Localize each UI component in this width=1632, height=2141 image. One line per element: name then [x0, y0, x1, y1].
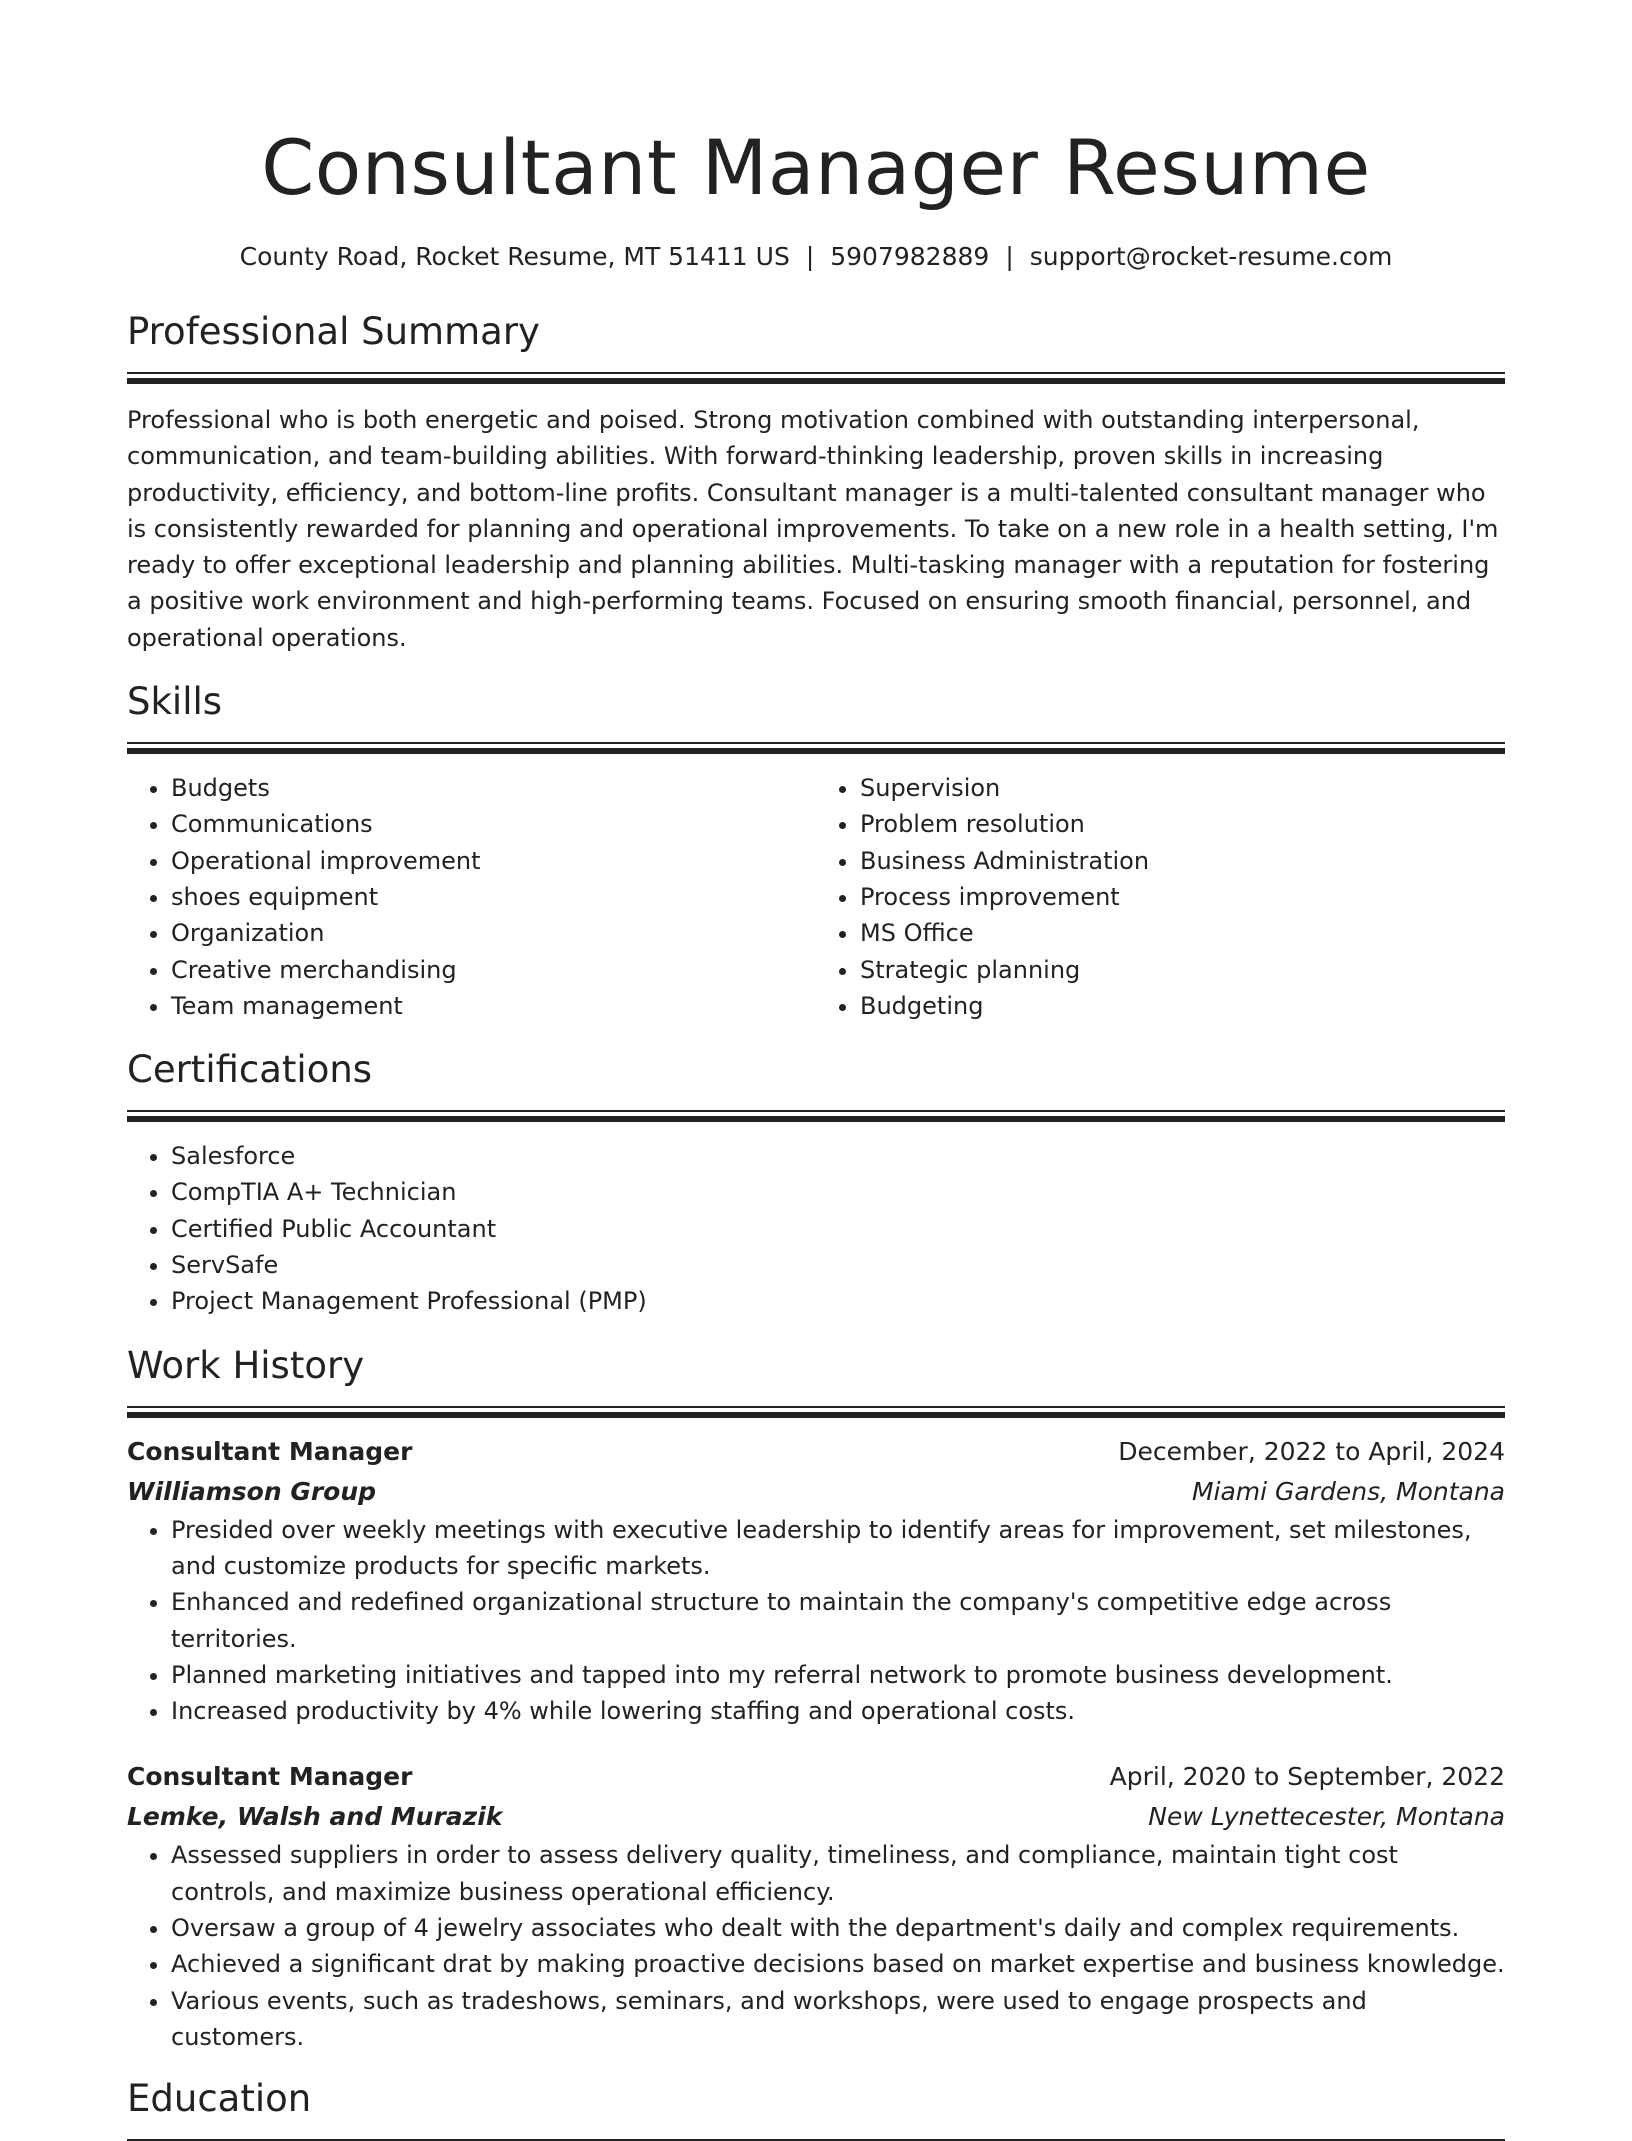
- contact-separator: |: [1005, 242, 1014, 271]
- certification-item: • ServSafe: [171, 1247, 1505, 1283]
- skill-item: • Team management: [171, 988, 816, 1024]
- job-company: Lemke, Walsh and Murazik: [127, 1802, 503, 1832]
- certification-item: • Salesforce: [171, 1138, 1505, 1174]
- job-bullets: [127, 1837, 1505, 2055]
- resume-title: Consultant Manager Resume: [261, 123, 1371, 212]
- skills-column-left: [127, 770, 816, 1024]
- skills-list-right: [816, 770, 1505, 1024]
- summary-section: [127, 308, 1505, 656]
- job-bullet: • Enhanced and redefined organizational structure to maintain the company's competitive edge across territories.: [171, 1584, 1505, 1657]
- section-heading-education: Education: [127, 2077, 312, 2121]
- job-bullet: • Assessed suppliers in order to assess delivery quality, timeliness, and compliance, maintain tight cost controls, and maximize business operational efficiency.: [171, 1837, 1505, 1910]
- skill-item: • Business Administration: [860, 843, 1505, 879]
- job-dates: April, 2020 to September, 2022: [1109, 1762, 1505, 1792]
- skill-item: • Strategic planning: [860, 952, 1505, 988]
- skill-item: • shoes equipment: [171, 879, 816, 915]
- job-bullet: • Planned marketing initiatives and tapped into my referral network to promote business development.: [171, 1657, 1505, 1693]
- skill-item: • Process improvement: [860, 879, 1505, 915]
- job-bullet: • Achieved a significant drat by making proactive decisions based on market expertise and business knowledge.: [171, 1946, 1505, 1982]
- contact-phone: 5907982889: [830, 242, 990, 271]
- certification-item: • CompTIA A+ Technician: [171, 1174, 1505, 1210]
- certification-item: • Project Management Professional (PMP): [171, 1283, 1505, 1319]
- contact-address: County Road, Rocket Resume, MT 51411 US: [239, 242, 790, 271]
- certification-item: • Certified Public Accountant: [171, 1211, 1505, 1247]
- job-dates: December, 2022 to April, 2024: [1118, 1436, 1505, 1466]
- section-divider: [127, 1406, 1505, 1418]
- job-bullet: • Various events, such as tradeshows, seminars, and workshops, were used to engage prospects and customers.: [171, 1983, 1505, 2056]
- section-divider: [127, 372, 1505, 384]
- job-title: Consultant Manager: [127, 1436, 413, 1466]
- skill-item: • Budgets: [171, 770, 816, 806]
- skills-section: [127, 678, 1505, 1024]
- job-location: New Lynettecester, Montana: [1148, 1802, 1505, 1832]
- job-bullet: • Presided over weekly meetings with executive leadership to identify areas for improvement, set milestones, and customize products for specific markets.: [171, 1512, 1505, 1585]
- education-section: [127, 2075, 1505, 2141]
- skill-item: • Supervision: [860, 770, 1505, 806]
- job-bullet: • Oversaw a group of 4 jewelry associates who dealt with the department's daily and complex requirements.: [171, 1910, 1505, 1946]
- contact-email: support@rocket-resume.com: [1029, 242, 1393, 271]
- skill-item: • Organization: [171, 915, 816, 951]
- skill-item: • Budgeting: [860, 988, 1505, 1024]
- section-heading-skills: Skills: [127, 680, 223, 724]
- job-company: Williamson Group: [127, 1476, 377, 1506]
- job-entry: [127, 1432, 1505, 1730]
- certifications-list: [127, 1138, 1505, 1319]
- job-location: Miami Gardens, Montana: [1191, 1476, 1505, 1506]
- skills-list-left: [127, 770, 816, 1024]
- certifications-section: [127, 1046, 1505, 1319]
- job-header: [127, 1757, 1505, 1797]
- contact-separator: |: [805, 242, 815, 271]
- section-divider: [127, 742, 1505, 754]
- skills-column-right: [816, 770, 1505, 1024]
- section-heading-work-history: Work History: [127, 1343, 365, 1387]
- section-heading-certifications: Certifications: [127, 1048, 373, 1092]
- skill-item: • MS Office: [860, 915, 1505, 951]
- contact-line: [127, 240, 1505, 274]
- summary-text: Professional who is both energetic and poised. Strong motivation combined with outstanding interpersonal, communication, and team-building abilities. With forward-thinking leadership, proven skills in increasing productivity, efficiency, and bottom-line profits. Consultant manager is a multi-talented consultant manager who is consistently rewarded for planning and operational improvements. To take on a new role in a health setting, I'm ready to offer exceptional leadership and planning abilities. Multi-tasking manager with a reputation for fostering a positive work environment and high-performing teams. Focused on ensuring smooth financial, personnel, and operational operations.: [127, 406, 1499, 652]
- skill-item: • Communications: [171, 806, 816, 842]
- job-entry: [127, 1757, 1505, 2055]
- job-subheader: [127, 1797, 1505, 1837]
- job-bullet: • Increased productivity by 4% while lowering staffing and operational costs.: [171, 1693, 1505, 1729]
- skill-item: • Problem resolution: [860, 806, 1505, 842]
- job-header: [127, 1432, 1505, 1472]
- skill-item: • Operational improvement: [171, 843, 816, 879]
- job-title: Consultant Manager: [127, 1762, 413, 1792]
- skill-item: • Creative merchandising: [171, 952, 816, 988]
- job-subheader: [127, 1472, 1505, 1512]
- section-heading-summary: Professional Summary: [127, 310, 540, 353]
- skills-grid: [127, 770, 1505, 1024]
- section-divider: [127, 1110, 1505, 1122]
- work-history-section: [127, 1342, 1505, 2056]
- job-bullets: [127, 1512, 1505, 1730]
